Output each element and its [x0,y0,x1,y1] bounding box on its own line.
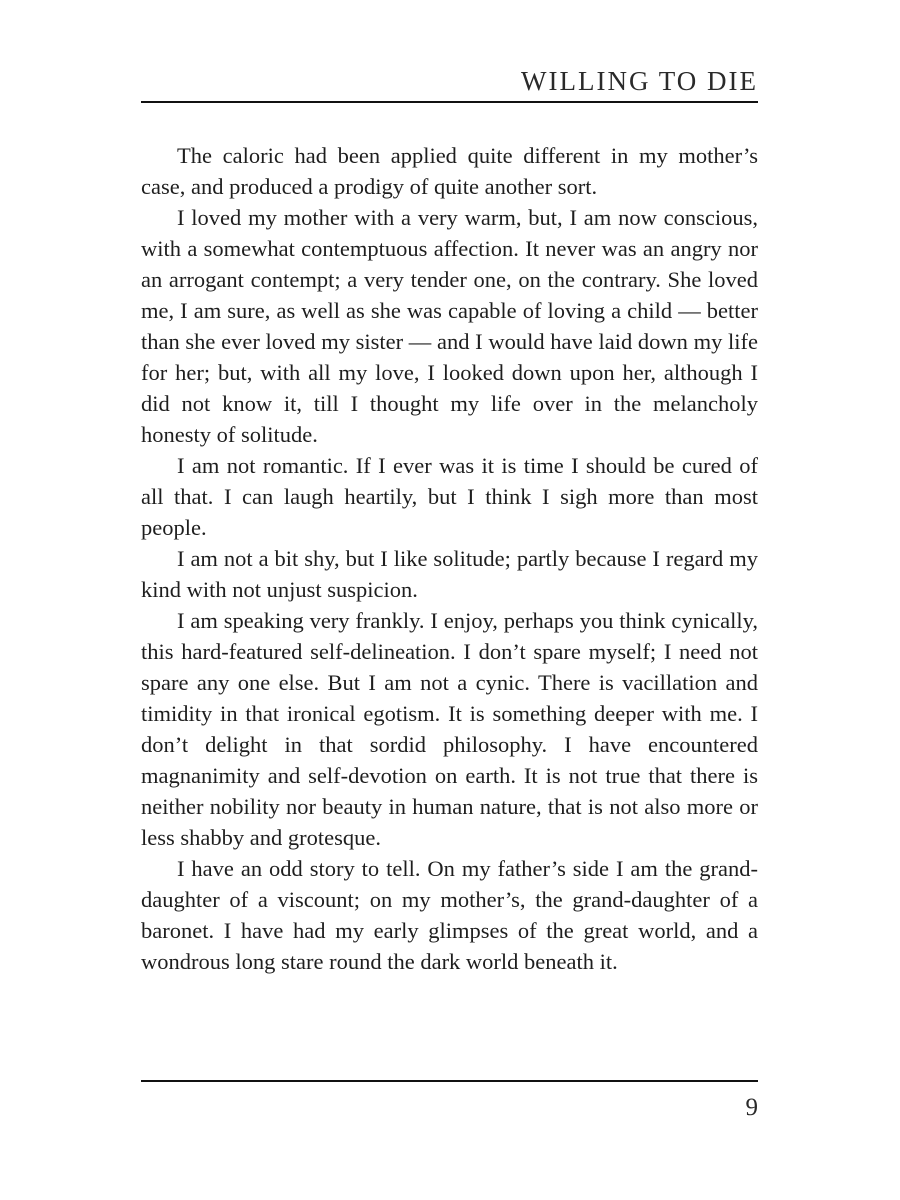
paragraph: I am speaking very frankly. I enjoy, perhaps you think cynically, this hard-featured self-delineation. I don’t spare myself; I need not spare any one else. But I am not a cynic. There is vacillation and timidity in that ironical egotism. It is something deeper with me. I don’t delight in that sordid philosophy. I have encountered magnanimity and self-devotion on earth. It is not true that there is neither nobility nor beauty in human nature, that is not also more or less shabby and grotesque. [141,608,758,850]
footer-rule [141,1080,758,1082]
paragraph: I have an odd story to tell. On my father’s side I am the grand-daughter of a viscount; on my mother’s, the grand-daughter of a baronet. I have had my early glimpses of the great world, and a wondrous long stare round the dark world beneath it. [141,856,758,974]
paragraph: I loved my mother with a very warm, but, I am now conscious, with a somewhat contemptuous affection. It never was an angry nor an arrogant contempt; a very tender one, on the contrary. She loved me, I am sure, as well as she was capable of loving a child — better than she ever loved my sister — and I would have laid down my life for her; but, with all my love, I looked down upon her, although I did not know it, till I thought my life over in the melancholy honesty of solitude. [141,205,758,447]
paragraph: I am not romantic. If I ever was it is time I should be cured of all that. I can laugh heartily, but I think I sigh more than most people. [141,453,758,540]
page-number: 9 [745,1094,758,1121]
header-rule [141,101,758,103]
body-text [141,140,758,977]
paragraph: The caloric had been applied quite different in my mother’s case, and produced a prodigy of quite another sort. [141,143,758,199]
paragraph: I am not a bit shy, but I like solitude; partly because I regard my kind with not unjust suspicion. [141,546,758,602]
running-head-title: WILLING TO DIE [521,66,758,96]
